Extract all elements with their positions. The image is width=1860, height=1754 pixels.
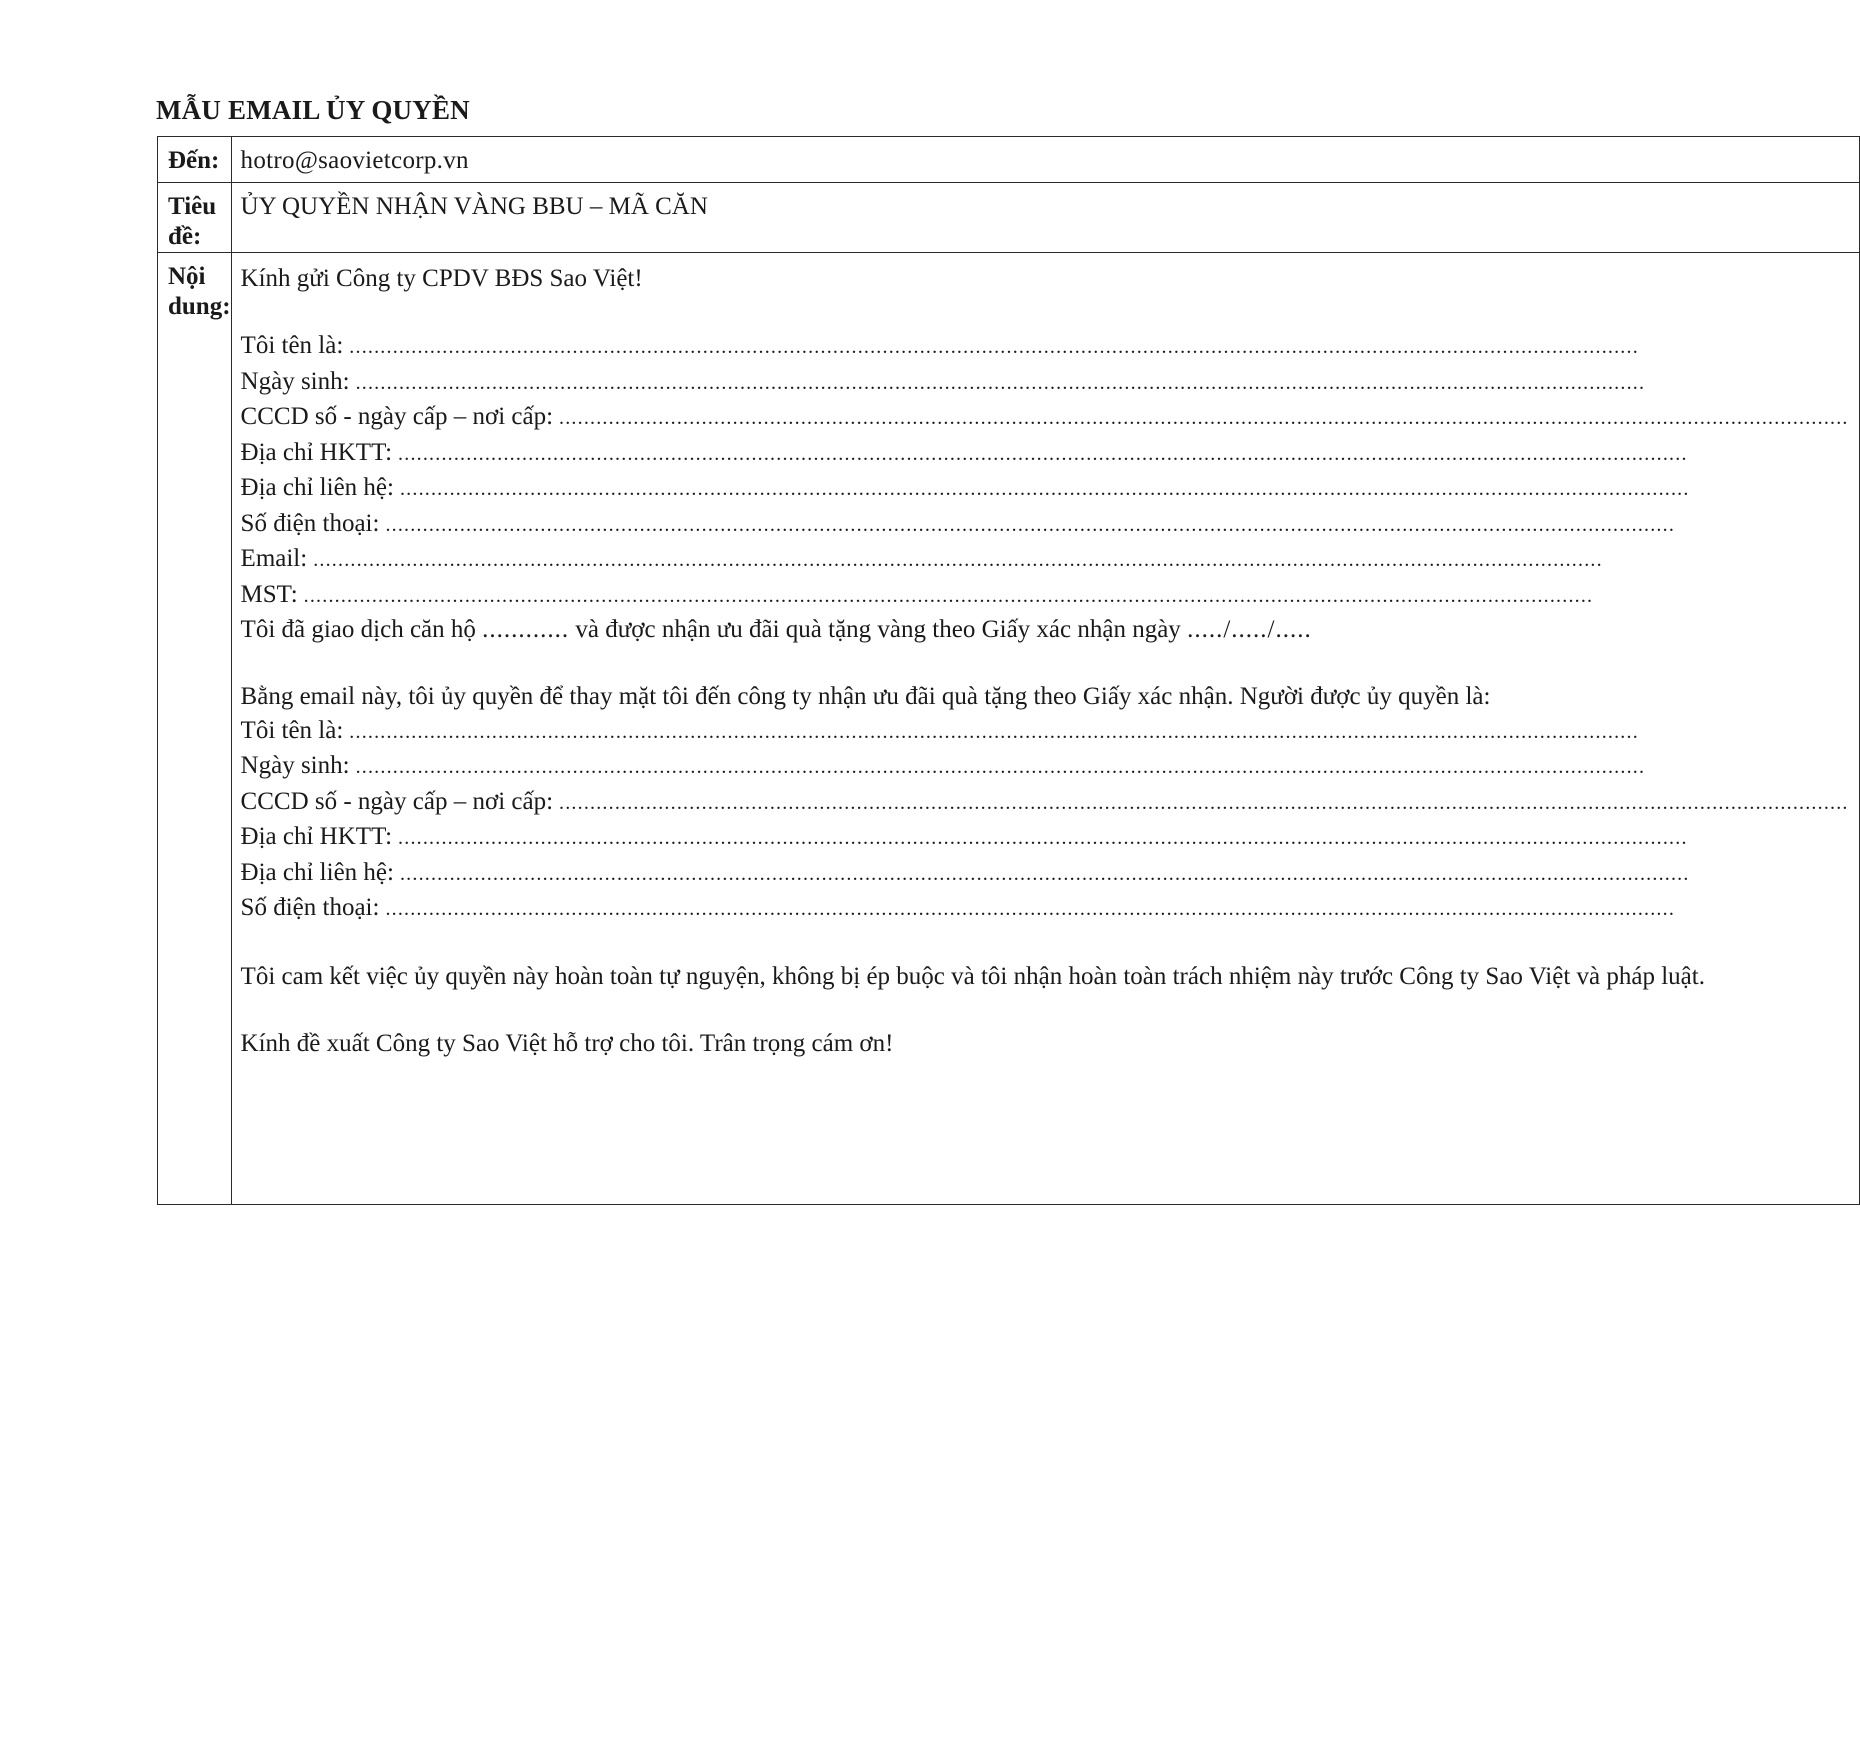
grantee-field: CCCD số - ngày cấp – nơi cấp: ..... bbox=[241, 785, 1849, 821]
subject-label: Tiêu đề: bbox=[158, 183, 232, 253]
grantor-field: Địa chỉ liên hệ: ..... bbox=[241, 471, 1849, 507]
body-row bbox=[158, 253, 1860, 1205]
subject-row bbox=[158, 183, 1860, 253]
authorization-paragraph: Bằng email này, tôi ủy quyền để thay mặt tôi đến công ty nhận ưu đãi quà tặng theo Giấy xác nhận. Người được ủy quyền là: bbox=[240, 683, 1491, 710]
body-label: Nội dung: bbox=[158, 253, 232, 1205]
grantor-field: Địa chỉ HKTT: ..... bbox=[241, 436, 1849, 472]
grantee-field: Tôi tên là: ..... bbox=[241, 714, 1849, 750]
email-template-table bbox=[157, 136, 1860, 1205]
grantee-field: Địa chỉ HKTT: ..... bbox=[241, 820, 1849, 856]
to-row bbox=[158, 137, 1860, 183]
closing-paragraph: Kính đề xuất Công ty Sao Việt hỗ trợ cho tôi. Trân trọng cám ơn! bbox=[240, 1030, 894, 1057]
to-value: hotro@saovietcorp.vn bbox=[231, 137, 1859, 183]
to-label: Đến: bbox=[158, 137, 232, 183]
grantee-field: Số điện thoại: ..... bbox=[241, 891, 1849, 927]
grantor-field: Số điện thoại: ..... bbox=[241, 507, 1849, 543]
grantor-field: Ngày sinh: ..... bbox=[241, 365, 1849, 401]
greeting: Kính gửi Công ty CPDV BĐS Sao Việt! bbox=[240, 265, 643, 292]
grantee-field: Địa chỉ liên hệ: ..... bbox=[241, 856, 1849, 892]
body-content bbox=[231, 253, 1859, 1205]
transaction-paragraph: Tôi đã giao dịch căn hộ ............ và được nhận ưu đãi quà tặng vàng theo Giấy xác nhận ngày ...../...../..... bbox=[240, 616, 1312, 643]
grantor-field: Email: ..... bbox=[241, 542, 1849, 578]
commitment-paragraph: Tôi cam kết việc ủy quyền này hoàn toàn tự nguyện, không bị ép buộc và tôi nhận hoàn toàn trách nhiệm này trước Công ty Sao Việt và pháp luật. bbox=[240, 963, 1705, 990]
document-title: MẪU EMAIL ỦY QUYỀN bbox=[156, 95, 470, 125]
grantee-field: Ngày sinh: ..... bbox=[241, 749, 1849, 785]
grantor-field: MST: ..... bbox=[241, 578, 1849, 614]
subject-value: ỦY QUYỀN NHẬN VÀNG BBU – MÃ CĂN bbox=[231, 183, 1859, 253]
grantor-field: Tôi tên là: ..... bbox=[241, 329, 1849, 365]
grantor-field: CCCD số - ngày cấp – nơi cấp: ..... bbox=[241, 400, 1849, 436]
